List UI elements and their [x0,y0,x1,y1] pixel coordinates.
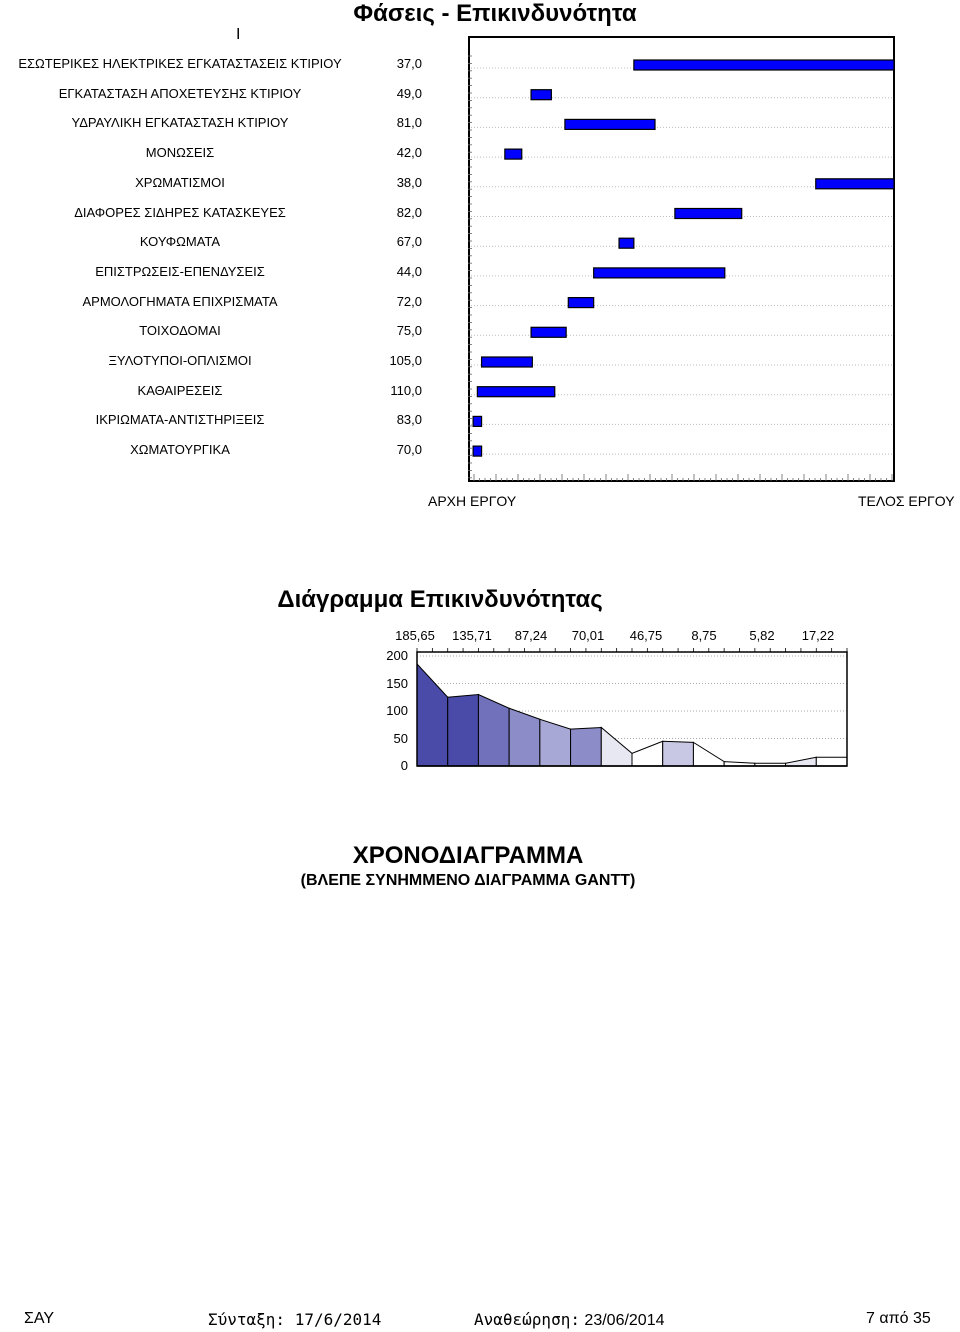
task-name: ΞΥΛΟΤΥΠΟΙ-ΟΠΛΙΣΜΟΙ [108,353,252,368]
task-name: ΚΑΘΑΙΡΕΣΕΙΣ [137,382,223,398]
gantt-title: Φάσεις - Επικινδυνότητα [353,0,637,27]
risk-area-segment [632,741,663,766]
schedule-subtitle: (ΒΛΕΠΕ ΣΥΝΗΜΜΕΝΟ ΔΙΑΓΡΑΜΜΑ GANTT) [300,872,636,889]
risk-area-segment [786,757,817,766]
risk-area-chart [414,648,850,770]
schedule-title: ΧΡΟΝΟΔΙΑΓΡΑΜΜΑ [352,842,584,869]
task-value: 44,0 [396,263,422,279]
gantt-bar [482,357,533,367]
task-name: ΕΣΩΤΕΡΙΚΕΣ ΗΛΕΚΤΡΙΚΕΣ ΕΓΚΑΤΑΣΤΑΣΕΙΣ ΚΤΙΡΙΟΥ [18,56,342,71]
gantt-bar [565,119,655,129]
risk-top-value: 17,22 [801,628,835,643]
task-value: 38,0 [396,174,422,190]
project-start-label: ΑΡΧΗ ΕΡΓΟΥ [428,493,517,509]
task-value: 49,0 [396,85,422,101]
gantt-bar [477,387,554,397]
risk-area-segment [571,728,602,767]
task-value: 67,0 [396,234,422,250]
risk-area-segment [601,728,632,767]
gantt-bar [675,209,742,219]
task-name: ΕΠΙΣΤΡΩΣΕΙΣ-ΕΠΕΝΔΥΣΕΙΣ [95,263,265,279]
risk-top-value: 5,82 [749,628,775,643]
risk-area-segment [417,664,448,766]
gantt-chart [468,36,896,482]
risk-area-segment [816,757,847,766]
task-value: 81,0 [396,115,422,131]
footer-revision [474,1310,665,1330]
footer-left: ΣΑΥ [24,1310,55,1327]
footer-compose [208,1310,381,1329]
risk-top-value: 185,65 [395,628,435,643]
risk-top-value: 135,71 [452,628,492,643]
risk-y-tick: 200 [386,648,408,663]
revision-label: Αναθεώρηση: [474,1310,580,1329]
gantt-bar [505,149,522,159]
task-value: 37,0 [396,56,422,71]
section-marker: Ι [236,26,241,43]
risk-area-segment [693,742,724,766]
risk-chart-title: Διάγραμμα Επικινδυνότητας [277,586,603,613]
risk-y-tick: 100 [386,703,408,718]
task-name: ΑΡΜΟΛΟΓΗΜΑΤΑ ΕΠΙΧΡΙΣΜΑΤΑ [82,293,278,309]
task-name: ΤΟΙΧΟΔΟΜΑΙ [139,323,221,339]
page-number: 7 από 35 [866,1310,931,1327]
task-value: 70,0 [396,442,422,458]
gantt-bar [531,90,551,100]
risk-y-tick: 50 [393,730,408,746]
gantt-bar [619,238,634,248]
risk-top-value: 46,75 [629,628,663,643]
compose-label: Σύνταξη: [208,1310,286,1329]
task-value: 105,0 [389,353,422,368]
project-end-label: ΤΕΛΟΣ ΕΡΓΟΥ [858,493,955,509]
gantt-bar [594,268,725,278]
risk-area-segment [509,708,540,766]
risk-area-segment [478,695,509,767]
task-name: ΙΚΡΙΩΜΑΤΑ-ΑΝΤΙΣΤΗΡΙΞΕΙΣ [95,412,265,428]
compose-date: 17/6/2014 [294,1310,382,1329]
task-value: 110,0 [390,382,422,398]
gantt-bar [473,416,481,426]
task-name: ΜΟΝΩΣΕΙΣ [145,145,215,161]
task-name: ΔΙΑΦΟΡΕΣ ΣΙΔΗΡΕΣ ΚΑΤΑΣΚΕΥΕΣ [74,204,286,220]
task-value: 75,0 [396,323,422,339]
revision-date: 23/06/2014 [584,1312,665,1329]
risk-top-value: 8,75 [691,628,717,643]
risk-area-segment [540,719,571,766]
risk-y-tick: 0 [400,758,408,773]
gantt-bar [816,179,894,189]
task-name: ΚΟΥΦΩΜΑΤΑ [139,234,221,250]
task-value: 72,0 [396,293,422,309]
task-name: ΧΡΩΜΑΤΙΣΜΟΙ [135,174,225,190]
gantt-bar [473,446,481,456]
task-value: 42,0 [396,145,422,161]
gantt-bar [568,298,593,308]
gantt-bar [531,327,566,337]
task-name: ΥΔΡΑΥΛΙΚΗ ΕΓΚΑΤΑΣΤΑΣΗ ΚΤΙΡΙΟΥ [71,115,289,131]
gantt-frame [469,37,894,481]
risk-y-tick: 150 [386,675,408,691]
task-value: 82,0 [396,204,422,220]
risk-top-value: 87,24 [514,628,548,643]
task-name: ΕΓΚΑΤΑΣΤΑΣΗ ΑΠΟΧΕΤΕΥΣΗΣ ΚΤΙΡΙΟΥ [58,85,302,101]
task-name: ΧΩΜΑΤΟΥΡΓΙΚΑ [130,442,230,458]
gantt-bar [634,60,894,70]
task-value: 83,0 [396,412,422,428]
risk-area-segment [663,741,694,766]
risk-area-segment [448,695,479,767]
risk-top-value: 70,01 [571,628,605,643]
